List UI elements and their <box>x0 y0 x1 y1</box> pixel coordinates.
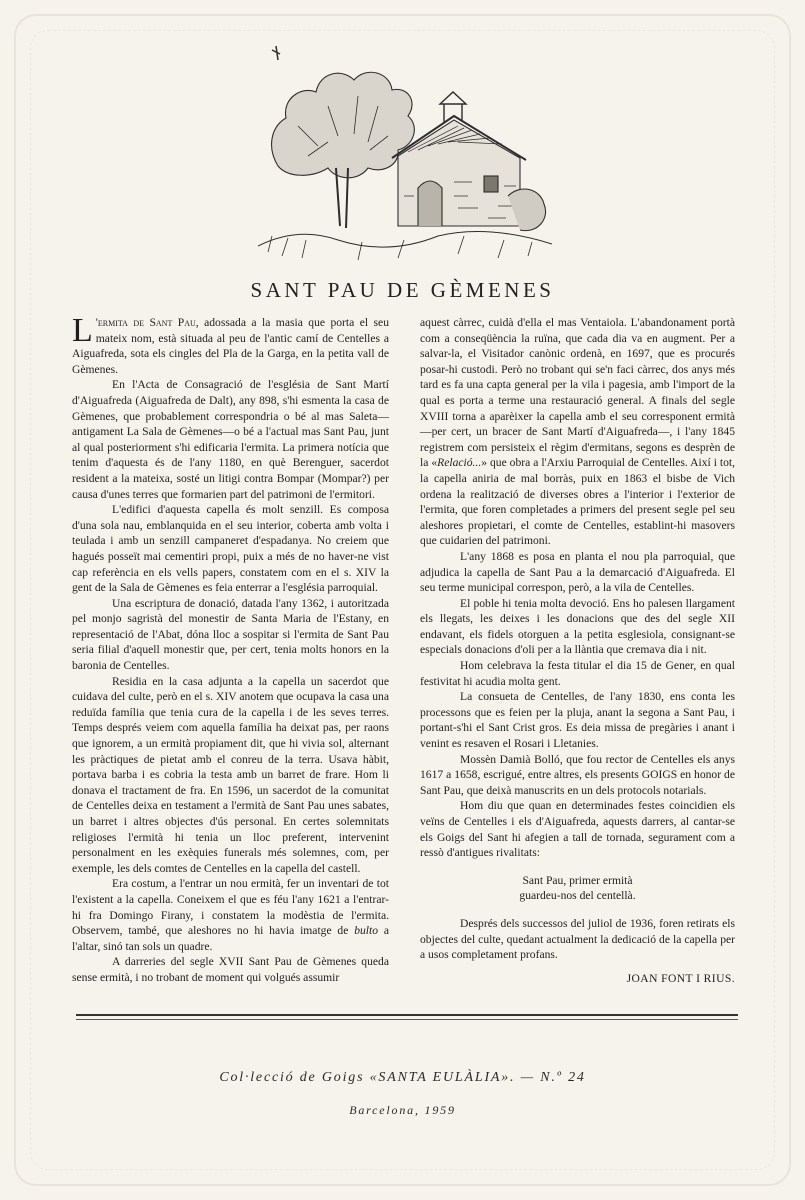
hermitage-illustration <box>258 46 552 268</box>
verse <box>420 873 735 904</box>
paragraph: Després dels successos del juliol de 1936, foren retirats els objectes del culte, quedant actualment la dedicació de la capella per a usos completament profans. <box>420 916 735 962</box>
divider-rule-thin <box>76 1019 738 1020</box>
collection-line: Col·lecció de Goigs «SANTA EULÀLIA». — N.º 24 <box>219 1070 586 1085</box>
page-title: SANT PAU DE GÈMENES <box>250 278 555 302</box>
city-year-line: Barcelona, 1959 <box>349 1103 456 1117</box>
italic-text: bulto <box>354 924 379 938</box>
opening-text: adossada a la masia que porta el seu mateix nom, està situada al peu de l'antic camí de Centelles a Aiguafreda, sota els cingles del Pla de la Garga, en la petita vall de Gèmenes. <box>72 316 389 376</box>
paragraph: Residia en la casa adjunta a la capella un sacerdot que cuidava del culte, però en el s. XIV anotem que ocupava la casa una reduïda família que tenia cura de la capella i de les seves terres. Temps després veiem com aquella família ha deixat pas, per raons que ignorem, a un ermità propiament dit, que hi vivia sol, alternant les pràctiques de pietat amb el conreu de la terra. Usava hàbit, portava barba i es cobria la testa amb un barret de frare. Hom li donava el tractament de fra. En 1596, un sacerdot de la comunitat de Centelles deixa en testament a l'ermità de Sant Pau unes sabates, un barret i altres objectes d'ús personal. En certes solemnitats religioses l'ermità hi tenia un lloc preferent, intervenint personalment en les exèquies funerals més solemnes, com, per exemple, les dels comtes de Centelles en la capella del castell. <box>72 674 389 875</box>
paragraph: El poble hi tenia molta devoció. Ens ho palesen llargament els llegats, les deixes i les donacions que des del segle XII endavant, els fidels otorguen a la petita esglesiola, consignant-se especials donacions d'oli per a la llàntia que cremava dia i nit. <box>420 596 735 657</box>
paragraph: Una escriptura de donació, datada l'any 1362, i autoritzada pel monjo sagristà del monestir de Santa Maria de l'Estany, en representació de l'Abat, dóna lloc a sospitar si l'ermita de Sant Pau seria filial d'aquell monestir que, per cert, tenia molts honors en la baronia de Centelles. <box>72 596 389 673</box>
continuation-paragraph <box>420 315 735 549</box>
left-column <box>72 312 389 986</box>
text: » que obra a l'Arxiu Parroquial de Centelles. Així i tot, la capella aniria de mal borràs, puix en 1863 el bisbe de Vich ordena la realització de diverses obres a l'interior i l'exterior de l'ermita, que foren completades a primers del present segle pel seu aleshores propietari, el comte de Centelles, establint-hi masovers que cuidarien del patrimoni. <box>420 456 736 548</box>
drop-cap: L <box>72 312 93 349</box>
text: Era costum, a l'entrar un nou ermità, fer un inventari de tot l'existent a la capella. Coneixem el que es féu l'any 1621 a l'entrar-hi fra Domingo Firany, i constatem la modèstia de l'ermita. Observem, també, que aleshores no hi havia imatge de <box>72 877 389 938</box>
text: a l'altar, sinó tan sols un quadre. <box>72 924 389 953</box>
divider-rule <box>76 1014 738 1016</box>
paragraph-custom <box>72 876 389 954</box>
verse-line: guardeu-nos del centellà. <box>519 889 636 903</box>
paragraph: L'any 1868 es posa en planta el nou pla parroquial, que adjudica la capella de Sant Pau a la demarcació d'Aiguafreda. El seu terme municipal correspon, però, a la vila de Centelles. <box>420 549 735 595</box>
opening-smallcaps: 'ermita de Sant Pau, <box>95 316 199 329</box>
text: aquest càrrec, cuidà d'ella el mas Ventaiola. L'abandonament portà com a conseqüència la ruïna, que cada dia va en augment. Per a salvar-la, el Visitador canònic ordenà, en 1697, que es procurés posar-hi custodi. Però no trobant qui se'n faci càrrec, dos anys més tard es fa una capta general per la vila i pagesia, amb l'import de la qual es porta a terme una restauració general. A finals del segle XVIII torna a aparèixer la capella amb el seu corresponent ermità—per cert, un bracer de Sant Martí d'Aiguafreda—, i l'any 1845 registrem com persisteix el règim d'ermitans, segons es desprèn de la « <box>420 316 735 470</box>
paragraph: Hom diu que quan en determinades festes coincidien els veïns de Centelles i els d'Aiguafreda, aquests darrers, al cantar-se els Goigs del Sant hi afegien a tall de tornada, segurament com a ressò d'antigues rivalitats: <box>420 799 735 860</box>
paragraph: Mossèn Damià Bolló, que fou rector de Centelles els anys 1617 a 1658, escrigué, entre altres, els presents GOIGS en honor de Sant Pau, que deixà manuscrits en un dels protocols notarials. <box>420 752 735 797</box>
paragraph: A darreries del segle XVII Sant Pau de Gèmenes queda sense ermità, i no trobant de moment qui volgués assumir <box>72 955 389 984</box>
paragraph: La consueta de Centelles, de l'any 1830, ens conta les processons que es feien per la pluja, anant la segona a Sant Pau, i portant-s'hi el Sant Crist gros. Es deia missa de pregàries i anant i venint es resaven el Rosari i Lletanies. <box>420 690 735 751</box>
author-signature: JOAN FONT I RIUS. <box>626 971 735 985</box>
paragraph: En l'Acta de Consagració de l'església de Sant Martí d'Aiguafreda (Aiguafreda de Dalt), any 898, s'hi esmenta la casa de Gèmenes, que probablement correspondria o bé al mas Saleta—antigament La Sala de Gèmenes—o bé a l'actual mas Sant Pau, junt al qual posteriorment s'hi edificaria l'ermita. La primera notícia que tenim d'aquesta és de l'any 1180, en què Berenguer, sacerdot resident a la mateixa, sosté un litigi contra Bompar (Mompar?) per causa d'unes terres que formarien part del patrimoni de l'ermitori. <box>72 378 389 501</box>
verse-line: Sant Pau, primer ermità <box>522 873 633 887</box>
right-column <box>420 315 735 986</box>
paragraph: L'edifici d'aquesta capella és molt senzill. Es composa d'una sola nau, emblanquida en el seu interior, coberta amb volta i teulada i amb un senzill campaneret d'espadanya. No creiem que hagués posseït mai cementiri propi, puix a més de no haver-ne vist cap referència en els vells papers, constatem com en el s. XIV la gent de la Sala de Gèmenes es feia enterrar a l'església parroquial. <box>72 503 389 595</box>
paragraph: Hom celebrava la festa titular el dia 15 de Gener, en qual festivitat hi acudia molta gent. <box>420 659 735 688</box>
italic-text: Relació... <box>437 456 482 470</box>
opening-paragraph <box>72 312 389 377</box>
